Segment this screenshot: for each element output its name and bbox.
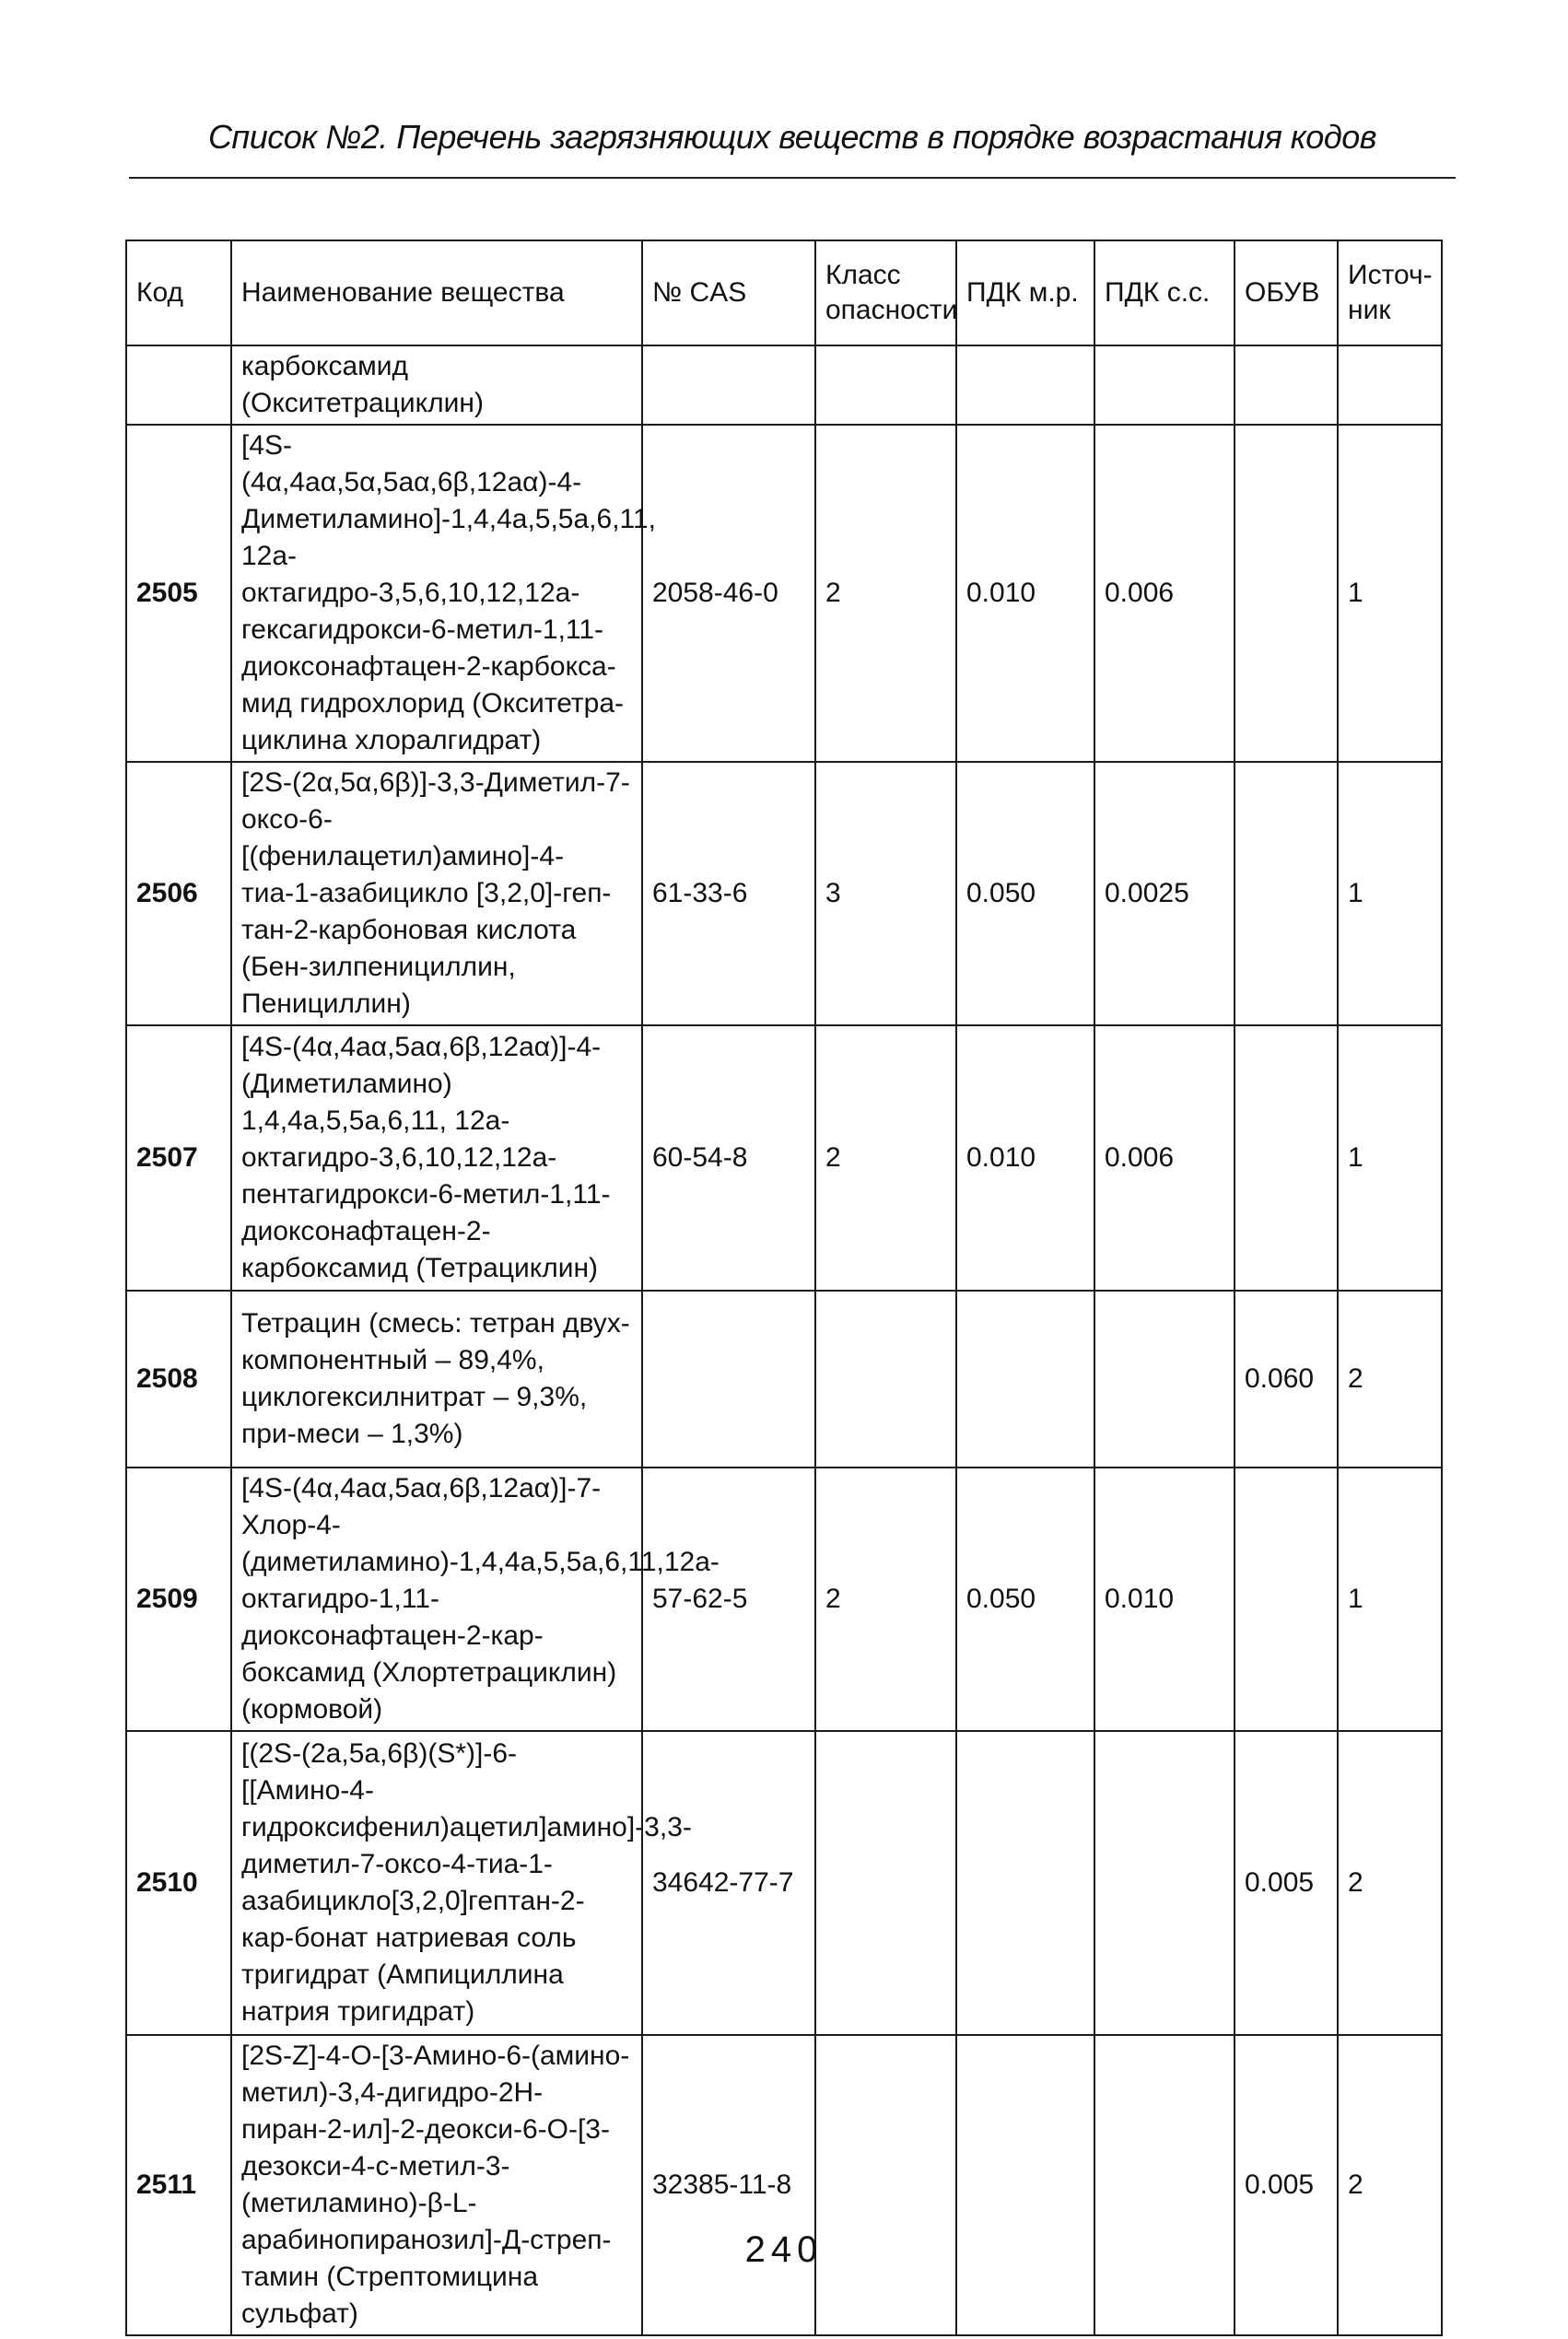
cell-obuv: 0.005 <box>1235 1731 1338 2035</box>
cell-pdk-mr <box>956 2035 1094 2335</box>
cell-name: [2S-Z]-4-O-[3-Амино-6-(амино-метил)-3,4-дигидро-2H-пиран-2-ил]-2-деокси-6-O-[3-дезокси-4-с-метил-3-(метиламино)-β-L-арабинопиранозил]-Д-стреп-тамин (Стрептомицина сульфат) <box>231 2035 642 2335</box>
cell-code: 2511 <box>126 2035 231 2335</box>
cell-code <box>126 345 231 425</box>
col-header-cas: № CAS <box>642 240 815 345</box>
cell-name: Тетрацин (смесь: тетран двух-компонентный – 89,4%, циклогексилнитрат – 9,3%, при-меси – 1,3%) <box>231 1291 642 1468</box>
cell-cas <box>642 1291 815 1468</box>
table-header-row <box>126 240 1442 345</box>
cell-cas: 2058-46-0 <box>642 425 815 762</box>
col-header-pdk-mr: ПДК м.р. <box>956 240 1094 345</box>
table-row <box>126 1731 1442 2035</box>
cell-pdk-ss <box>1094 345 1235 425</box>
cell-pdk-ss: 0.0025 <box>1094 762 1235 1025</box>
cell-obuv: 0.005 <box>1235 2035 1338 2335</box>
cell-obuv <box>1235 1468 1338 1731</box>
cell-name: [2S-(2α,5α,6β)]-3,3-Диметил-7-оксо-6-[(фенилацетил)амино]-4-тиа-1-азабицикло [3,2,0]-геп-тан-2-карбоновая кислота (Бен-зилпенициллин, Пенициллин) <box>231 762 642 1025</box>
col-header-name: Наименование вещества <box>231 240 642 345</box>
table-row-continuation <box>126 345 1442 425</box>
cell-pdk-mr <box>956 1291 1094 1468</box>
cell-hazard <box>815 2035 956 2335</box>
cell-cas: 57-62-5 <box>642 1468 815 1731</box>
cell-pdk-ss <box>1094 1291 1235 1468</box>
cell-obuv: 0.060 <box>1235 1291 1338 1468</box>
cell-pdk-mr: 0.010 <box>956 425 1094 762</box>
table-row <box>126 1025 1442 1291</box>
cell-source: 1 <box>1338 425 1442 762</box>
cell-code: 2507 <box>126 1025 231 1291</box>
cell-source: 2 <box>1338 1291 1442 1468</box>
cell-hazard: 3 <box>815 762 956 1025</box>
cell-code: 2508 <box>126 1291 231 1468</box>
cell-hazard: 2 <box>815 1025 956 1291</box>
table-row <box>126 762 1442 1025</box>
cell-hazard <box>815 1291 956 1468</box>
cell-source: 1 <box>1338 762 1442 1025</box>
cell-pdk-mr <box>956 1731 1094 2035</box>
cell-pdk-ss: 0.006 <box>1094 425 1235 762</box>
cell-name: [4S-(4α,4aα,5α,5aα,6β,12aα)-4-Диметиламино]-1,4,4a,5,5a,6,11, 12a-октагидро-3,5,6,10,12,12a-гексагидрокси-6-метил-1,11-диоксонафтацен-2-карбокса-мид гидрохлорид (Окситетра-циклина хлоралгидрат) <box>231 425 642 762</box>
cell-name: карбоксамид (Окситетрациклин) <box>231 345 642 425</box>
table-row <box>126 1291 1442 1468</box>
cell-pdk-mr: 0.010 <box>956 1025 1094 1291</box>
cell-hazard: 2 <box>815 1468 956 1731</box>
col-header-pdk-ss: ПДК с.с. <box>1094 240 1235 345</box>
cell-obuv <box>1235 1025 1338 1291</box>
cell-pdk-ss <box>1094 1731 1235 2035</box>
col-header-obuv: ОБУВ <box>1235 240 1338 345</box>
cell-code: 2510 <box>126 1731 231 2035</box>
substances-table <box>125 240 1443 2336</box>
col-header-source: Источ-ник <box>1338 240 1442 345</box>
table-row <box>126 425 1442 762</box>
cell-code: 2509 <box>126 1468 231 1731</box>
cell-cas: 32385-11-8 <box>642 2035 815 2335</box>
cell-source: 1 <box>1338 1025 1442 1291</box>
cell-source <box>1338 345 1442 425</box>
table-row <box>126 2035 1442 2335</box>
cell-obuv <box>1235 345 1338 425</box>
cell-hazard <box>815 345 956 425</box>
cell-pdk-mr: 0.050 <box>956 762 1094 1025</box>
cell-code: 2505 <box>126 425 231 762</box>
cell-code: 2506 <box>126 762 231 1025</box>
cell-source: 1 <box>1338 1468 1442 1731</box>
col-header-code: Код <box>126 240 231 345</box>
table-row <box>126 1468 1442 1731</box>
cell-cas: 61-33-6 <box>642 762 815 1025</box>
cell-source: 2 <box>1338 1731 1442 2035</box>
cell-hazard <box>815 1731 956 2035</box>
cell-pdk-ss: 0.010 <box>1094 1468 1235 1731</box>
cell-cas: 60-54-8 <box>642 1025 815 1291</box>
cell-pdk-ss <box>1094 2035 1235 2335</box>
header-rule <box>129 177 1456 179</box>
cell-source: 2 <box>1338 2035 1442 2335</box>
cell-cas <box>642 345 815 425</box>
cell-name: [(2S-(2a,5a,6β)(S*)]-6-[[Амино-4-гидроксифенил)ацетил]амино]-3,3-диметил-7-оксо-4-тиа-1-азабицикло[3,2,0]гептан-2-кар-бонат натриевая соль тригидрат (Ампициллина натрия тригидрат) <box>231 1731 642 2035</box>
cell-cas: 34642-77-7 <box>642 1731 815 2035</box>
cell-pdk-mr <box>956 345 1094 425</box>
cell-obuv <box>1235 425 1338 762</box>
page-header-title: Список №2. Перечень загрязняющих веществ в порядке возрастания кодов <box>207 118 1377 156</box>
cell-name: [4S-(4α,4aα,5aα,6β,12aα)]-4-(Диметиламино) 1,4,4a,5,5a,6,11, 12a-октагидро-3,6,10,12,12a-пентагидрокси-6-метил-1,11-диоксонафтацен-2-карбоксамид (Тетрациклин) <box>231 1025 642 1291</box>
col-header-hazard: Класс опасности <box>815 240 956 345</box>
page-number: 240 <box>744 2229 824 2270</box>
cell-obuv <box>1235 762 1338 1025</box>
cell-pdk-ss: 0.006 <box>1094 1025 1235 1291</box>
cell-name: [4S-(4α,4aα,5aα,6β,12aα)]-7-Хлор-4-(диметиламино)-1,4,4a,5,5a,6,11,12a-октагидро-1,11-диоксонафтацен-2-кар-боксамид (Хлортетрациклин) (кормовой) <box>231 1468 642 1731</box>
cell-pdk-mr: 0.050 <box>956 1468 1094 1731</box>
cell-hazard: 2 <box>815 425 956 762</box>
